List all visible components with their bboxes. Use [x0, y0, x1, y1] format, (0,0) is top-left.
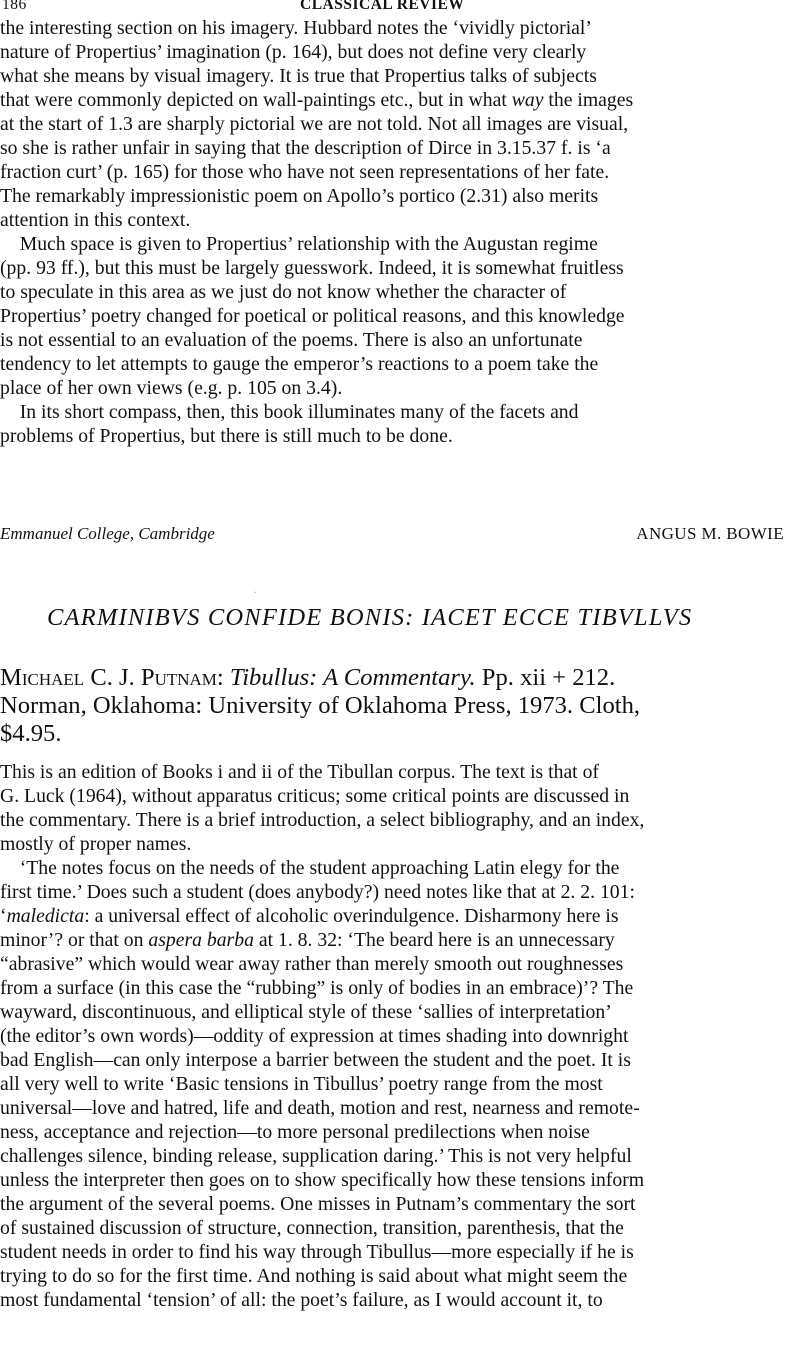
text-line: In its short compass, then, this book illuminates many of the facets and [0, 401, 579, 423]
text-line: G. Luck (1964), without apparatus criticus; some critical points are discussed in [0, 785, 630, 807]
text-line: that were commonly depicted on wall-paintings etc., but in what way the images [0, 89, 634, 111]
text-line: problems of Propertius, but there is still much to be done. [0, 425, 453, 447]
text-line: so she is rather unfair in saying that the description of Dirce in 3.15.37 f. is ‘a [0, 137, 611, 159]
text-line: The remarkably impressionistic poem on Apollo’s portico (2.31) also merits [0, 185, 599, 207]
text-line: challenges silence, binding release, supplication daring.’ This is not very helpful [0, 1145, 632, 1167]
running-header [0, 0, 800, 16]
text-line: Much space is given to Propertius’ relationship with the Augustan regime [0, 233, 598, 255]
text-line: unless the interpreter then goes on to show specifically how these tensions inform [0, 1169, 645, 1191]
text-line: (pp. 93 ff.), but this must be largely guesswork. Indeed, it is somewhat fruitless [0, 257, 624, 279]
text-line: This is an edition of Books i and ii of the Tibullan corpus. The text is that of [0, 761, 599, 783]
text-line: Propertius’ poetry changed for poetical or political reasons, and this knowledge [0, 305, 625, 327]
print-mark: · [253, 585, 257, 599]
text-line: attention in this context. [0, 209, 191, 231]
reviewer-name: ANGUS M. BOWIE [636, 524, 784, 543]
italic-emphasis: maledicta [6, 905, 85, 927]
text-line: most fundamental ‘tension’ of all: the poet’s failure, as I would account it, to [0, 1289, 603, 1311]
book-author: Michael C. J. Putnam: [0, 664, 224, 691]
text-line: to speculate in this area as we just do not know whether the character of [0, 281, 567, 303]
italic-emphasis: aspera barba [148, 929, 254, 951]
text-line: is not essential to an evaluation of the poems. There is also an unfortunate [0, 329, 583, 351]
text-line: wayward, discontinuous, and elliptical style of these ‘sallies of interpretation’ [0, 1001, 612, 1023]
text-line: mostly of proper names. [0, 833, 192, 855]
text-line: the commentary. There is a brief introduction, a select bibliography, and an index, [0, 809, 645, 831]
book-citation-line: Norman, Oklahoma: University of Oklahoma Press, 1973. Cloth, [0, 692, 641, 719]
text-line: the interesting section on his imagery. Hubbard notes the ‘vividly pictorial’ [0, 17, 592, 39]
text-line: place of her own views (e.g. p. 105 on 3.4). [0, 377, 343, 399]
text-line: first time.’ Does such a student (does anybody?) need notes like that at 2. 2. 101: [0, 881, 635, 903]
text-line: nature of Propertius’ imagination (p. 164), but does not define very clearly [0, 41, 587, 63]
reviewer-affiliation: Emmanuel College, Cambridge [0, 524, 215, 543]
book-title: Tibullus: A Commentary. [229, 664, 476, 691]
text-line: ‘The notes focus on the needs of the student approaching Latin elegy for the [0, 857, 620, 879]
page-number: 186 [2, 0, 27, 13]
book-citation: Michael C. J. Putnam: Tibullus: A Commentary. Pp. xii + 212. [0, 664, 616, 691]
text-line: bad English—can only interpose a barrier between the student and the poet. It is [0, 1049, 631, 1071]
text-line: universal—love and hatred, life and death, motion and rest, nearness and remote- [0, 1097, 640, 1119]
italic-emphasis: way [511, 89, 544, 111]
text-line: the argument of the several poems. One misses in Putnam’s commentary the sort [0, 1193, 636, 1215]
text-line: ‘maledicta: a universal effect of alcoholic overindulgence. Disharmony here is [0, 905, 619, 927]
text-line: “abrasive” which would wear away rather than merely smooth out roughnesses [0, 953, 624, 975]
text-line: of sustained discussion of structure, connection, transition, parenthesis, that the [0, 1217, 624, 1239]
text-line: at the start of 1.3 are sharply pictorial we are not told. Not all images are visual, [0, 113, 629, 135]
text-line: fraction curt’ (p. 165) for those who have not seen representations of her fate. [0, 161, 610, 183]
text-line: from a surface (in this case the “rubbing” is only of bodies in an embrace)’? The [0, 977, 634, 999]
text-line: what she means by visual imagery. It is true that Propertius talks of subjects [0, 65, 597, 87]
text-line: ness, acceptance and rejection—to more personal predilections when noise [0, 1121, 590, 1143]
text-line: tendency to let attempts to gauge the emperor’s reactions to a poem take the [0, 353, 599, 375]
text-line: trying to do so for the first time. And nothing is said about what might seem the [0, 1265, 628, 1287]
text-line: student needs in order to find his way through Tibullus—more especially if he is [0, 1241, 634, 1263]
section-title: CARMINIBVS CONFIDE BONIS: IACET ECCE TIBVLLVS [47, 604, 693, 631]
journal-title: CLASSICAL REVIEW [300, 0, 465, 13]
book-citation-line: $4.95. [0, 720, 62, 747]
text-line: all very well to write ‘Basic tensions in Tibullus’ poetry range from the most [0, 1073, 603, 1095]
text-line: minor’? or that on aspera barba at 1. 8. 32: ‘The beard here is an unnecessary [0, 929, 615, 951]
text-line: (the editor’s own words)—oddity of expression at times shading into downright [0, 1025, 629, 1047]
